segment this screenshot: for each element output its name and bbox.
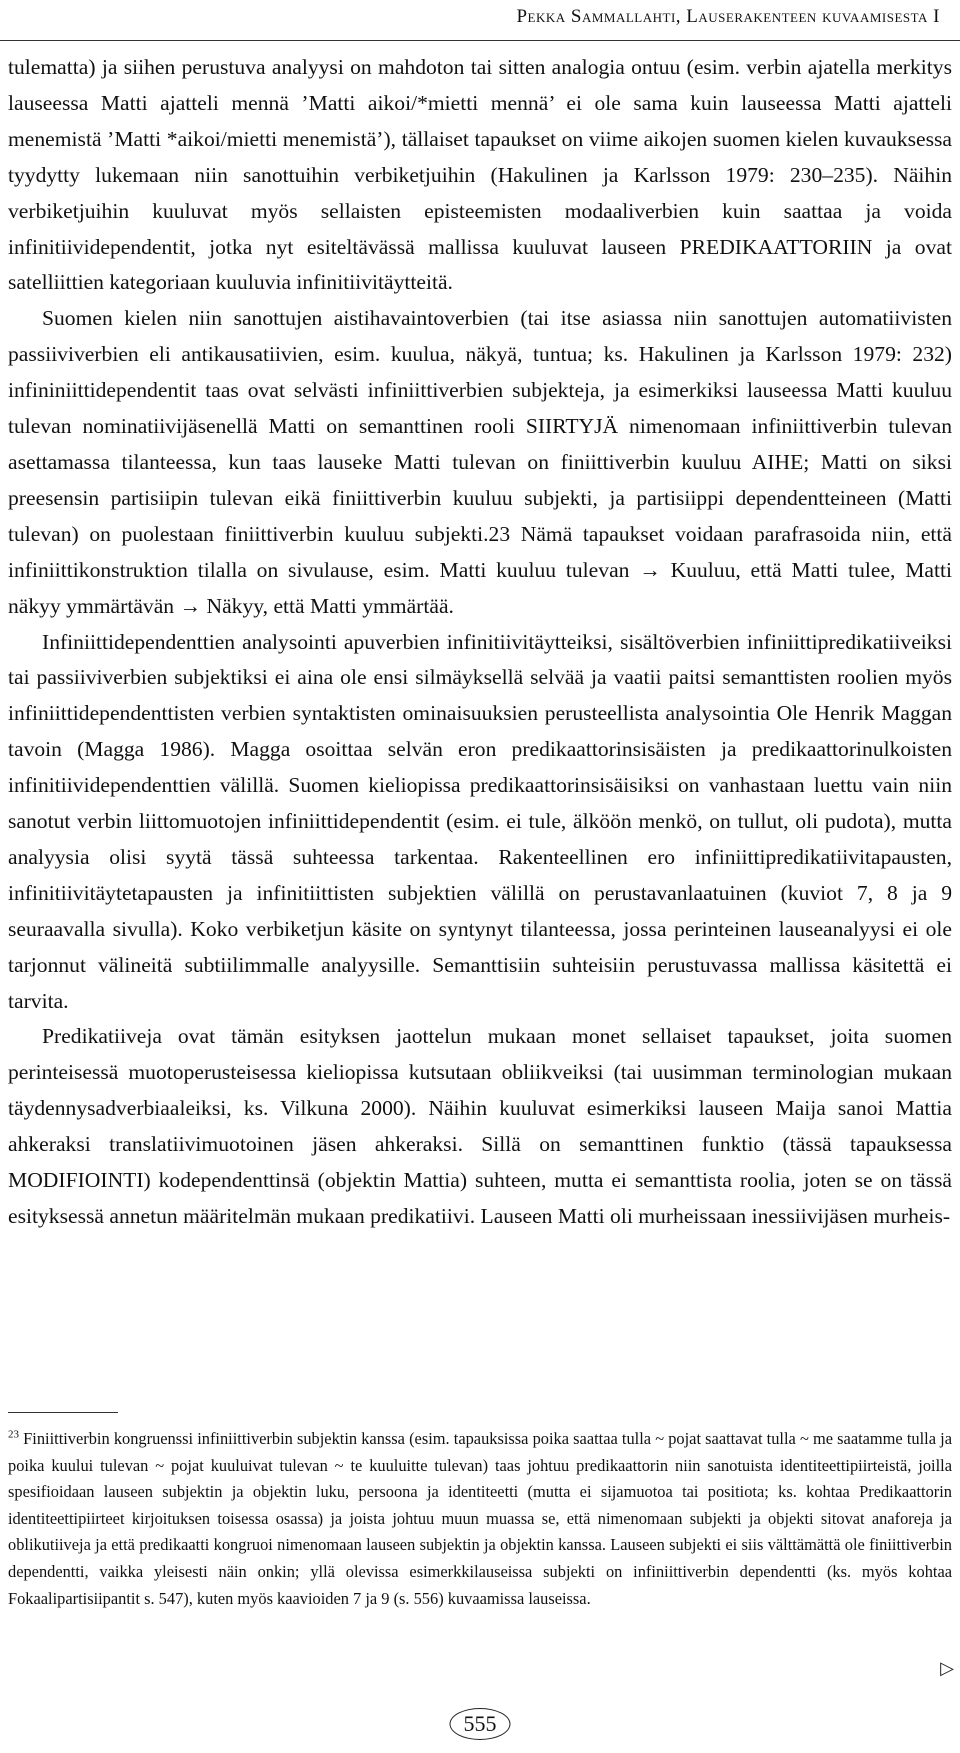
page-number: 555 <box>450 1708 511 1740</box>
header-author: Pekka Sammallahti, <box>516 6 682 27</box>
paragraph-1: tulematta) ja siihen perustuva analyysi on mahdoton tai sitten analogia ontuu (esim. verbin ajatella merkitys lauseessa Matti ajatteli mennä ’Matti aikoi/*mietti mennä’ ei ole sama kuin lauseessa Matti ajatteli menemistä ’Matti *aikoi/mietti menemistä’), tällaiset tapaukset on viime aikojen suomen kielen kuvauksessa tyydytty lukemaan niin sanottuihin verbiketjuihin (Hakulinen ja Karlsson 1979: 230–235). Näihin verbiketjuihin kuuluvat myös sellaisten episteemisten modaaliverbien kuin saattaa ja voida infinitiividependentit, jotka nyt esiteltävässä mallissa kuuluvat lauseen PREDIKAATTORIIN ja ovat satelliittien kategoriaan kuuluvia infinitiivitäytteitä. <box>8 55 952 295</box>
running-header <box>516 6 940 28</box>
next-page-arrow-icon: ▷ <box>940 1658 954 1678</box>
header-rule <box>0 40 960 41</box>
footnote-23 <box>8 1426 952 1612</box>
paragraph-2: Suomen kielen niin sanottujen aistihavaintoverbien (tai itse asiassa niin sanottujen automatiivisten passiiviverbien eli antikausatiivien, esim. kuulua, näkyä, tuntua; ks. Hakulinen ja Karlsson 1979: 232) infininiittidependentit taas ovat selvästi infiniittiverbien subjekteja, ja esimerkiksi lauseessa Matti kuuluu tulevan nominatiivijäsenellä Matti on semanttinen rooli SIIRTYJÄ nimenomaan infiniittiverbin tulevan asettamassa tilanteessa, kun taas lauseke Matti tulevan on finiittiverbin kuuluu AIHE; Matti on siksi preesensin partisiipin tulevan eikä finiittiverbin kuuluu subjekti, ja partisiippi dependentteineen (Matti tulevan) on puolestaan finiittiverbin kuuluu subjekti.23 Nämä tapaukset voidaan parafrasoida niin, että infiniittikonstruktion tilalla on sivulause, esim. Matti kuuluu tulevan → Kuuluu, että Matti tulee, Matti näkyy ymmärtävän → Näkyy, että Matti ymmärtää. <box>8 306 952 618</box>
header-title: Lauserakenteen kuvaamisesta I <box>686 6 940 27</box>
footnote-rule <box>8 1412 118 1413</box>
paragraph-3: Infiniittidependenttien analysointi apuverbien infinitiivitäytteiksi, sisältöverbien infiniittipredikatiiveiksi tai passiiviverbien subjektiksi ei aina ole ensi silmäyksellä selvää ja vaatii paitsi semanttisten roolien myös infiniittidependenttisten verbien syntaktisten ominaisuuksien perusteellista analysointia Ole Henrik Maggan tavoin (Magga 1986). Magga osoittaa selvän eron predikaattorinsisäisten ja predikaattorinulkoisten infinitiividependenttien välillä. Suomen kieliopissa predikaattorinsisäisiksi on vanhastaan luettu vain niin sanotut verbin liittomuotojen infiniittidependentit (esim. ei tule, älköön menkö, on tullut, oli pudota), mutta analyysia olisi syytä tässä suhteessa tarkentaa. Rakenteellinen ero infiniittipredikatiivitapausten, infinitiivitäytetapausten ja infinitiittisten subjektien välillä on perustavanlaatuinen (kuviot 7, 8 ja 9 seuraavalla sivulla). Koko verbiketjun käsite on syntynyt tilanteessa, jossa perinteinen lauseanalyysi ei ole tarjonnut välineitä subtiilimmalle analyysille. Semanttisiin suhteisiin perustuvassa mallissa käsitettä ei tarvita. <box>8 629 952 1013</box>
footnote-text: Finiittiverbin kongruenssi infiniittiverbin subjektin kanssa (esim. tapauksissa poika saattaa tulla ~ pojat saattavat tulla ~ me saatamme tulla ja poika kuului tulevan ~ pojat kuuluivat tulevan ~ te kuuluitte tulevan) taas johtuu predikaattorin niin sanotuista identiteettipiirteistä, joilla spesifioidaan lauseen subjektin ja objektin luku, persoona ja identiteetti (mutta ei sijamuotoa tai positiota; ks. kohtaa Predikaattorin identiteettipiirteet kirjoituksen toisessa osassa) ja joista johtuu muun muassa se, että nimenomaan subjekti ja objekti sitovat anaforeja ja oblikutiiveja ja että predikaatti kongruoi nimenomaan lauseen subjektin ja objektin kanssa. Lauseen subjekti ei siis välttämättä ole finiittiverbin dependentti, vaikka yleisesti näin onkin; yllä olevissa esimerkkilauseissa subjekti on infiniittiverbin dependentti (ks. myös kohtaa Fokaalipartisiipantit s. 547), kuten myös kaavioiden 7 ja 9 (s. 556) kuvaamissa lauseissa. <box>8 1429 952 1608</box>
footnote-number: 23 <box>8 1428 19 1441</box>
main-text <box>8 50 952 1235</box>
paragraph-4: Predikatiiveja ovat tämän esityksen jaottelun mukaan monet sellaiset tapaukset, joita suomen perinteisessä muotoperusteisessa kieliopissa kutsutaan obliikveiksi (tai uusimman terminologian mukaan täydennysadverbiaaleiksi, ks. Vilkuna 2000). Näihin kuuluvat esimerkiksi lauseen Maija sanoi Mattia ahkeraksi translatiivimuotoinen jäsen ahkeraksi. Sillä on semanttinen funktio (tässä tapauksessa MODIFIOINTI) kodependenttinsä (objektin Mattia) suhteen, mutta ei semanttista roolia, joten se on tässä esityksessä annetun määritelmän mukaan predikatiivi. Lauseen Matti oli murheissaan inessiivijäsen murheis- <box>8 1024 952 1228</box>
